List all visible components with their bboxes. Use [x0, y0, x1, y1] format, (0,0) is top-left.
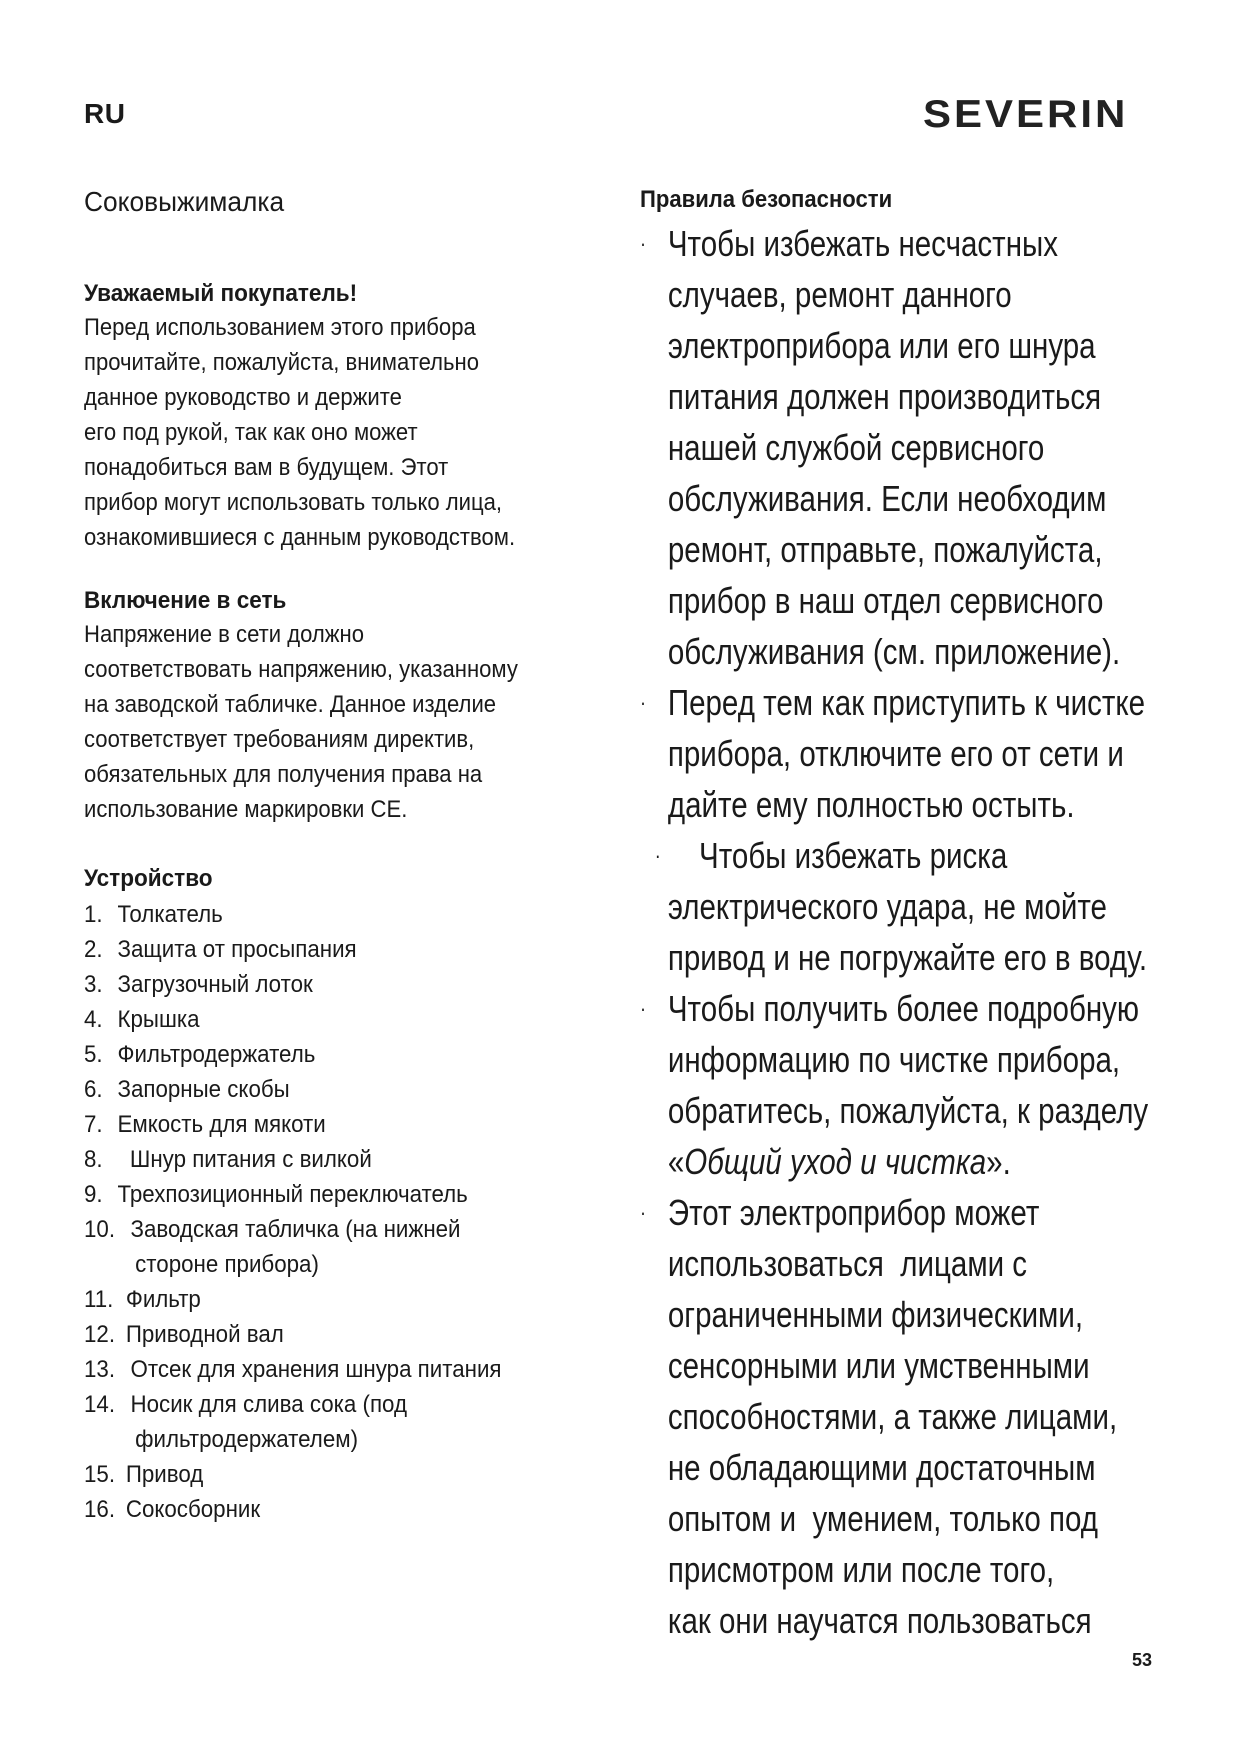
- item-text-continuation: фильтродержателем): [135, 1426, 359, 1453]
- power-line: использование маркировки CE.: [84, 796, 408, 823]
- bullet-line: Чтобы получить более подробную: [667, 988, 1140, 1029]
- bullet-line: Чтобы избежать несчастных: [667, 223, 1058, 264]
- quote-open: «: [667, 1141, 685, 1182]
- brand-logo: SEVERIN: [923, 91, 1129, 136]
- list-item: [84, 1212, 614, 1247]
- item-number: 2.: [84, 936, 103, 963]
- safety-bullet: [640, 830, 1066, 881]
- item-text: Сокосборник: [125, 1496, 261, 1523]
- bullet-line: Перед тем как приступить к чистке: [667, 682, 1146, 723]
- item-text: Крышка: [117, 1006, 200, 1033]
- bullet-line: прибора, отключите его от сети и: [667, 733, 1124, 774]
- list-item: [84, 1492, 614, 1527]
- item-text: Заводская табличка (на нижней: [130, 1216, 461, 1243]
- power-line: на заводской табличке. Данное изделие: [84, 691, 497, 718]
- list-item: [84, 1107, 614, 1142]
- list-item: [84, 1142, 614, 1177]
- right-column: [640, 186, 1160, 1646]
- bullet-line: ограниченными физическими,: [667, 1294, 1084, 1335]
- intro-paragraph: [84, 310, 608, 555]
- item-number: 9.: [84, 1181, 103, 1208]
- bullet-icon: ·: [640, 996, 647, 1021]
- list-item: [84, 1352, 614, 1387]
- item-number: 14.: [84, 1391, 116, 1418]
- bullet-icon: ·: [640, 690, 647, 715]
- item-number: 12.: [84, 1321, 116, 1348]
- bullet-line: обслуживания. Если необходим: [667, 478, 1107, 519]
- page-number: 53: [1132, 1650, 1153, 1670]
- bullet-icon: ·: [640, 1200, 647, 1225]
- bullet-line: Чтобы избежать риска: [682, 835, 1008, 876]
- item-number: 16.: [84, 1496, 116, 1523]
- device-parts-list: [84, 897, 614, 1527]
- bullet-line: электрического удара, не мойте: [667, 886, 1107, 927]
- safety-bullet: [640, 983, 1149, 1187]
- item-number: 10.: [84, 1216, 116, 1243]
- bullet-line: электроприбора или его шнура: [667, 325, 1096, 366]
- item-number: 11.: [84, 1286, 114, 1313]
- bullet-line: не обладающими достаточным: [667, 1447, 1096, 1488]
- bullet-line: способностями, а также лицами,: [667, 1396, 1118, 1437]
- device-heading: Устройство: [84, 865, 213, 892]
- bullet-line: случаев, ремонт данного: [667, 274, 1012, 315]
- list-item: [84, 1317, 614, 1352]
- item-text: Носик для слива сока (под: [130, 1391, 408, 1418]
- document-title: Соковыжималка: [84, 186, 285, 217]
- left-column: [84, 186, 604, 1527]
- item-text: Привод: [125, 1461, 204, 1488]
- list-item: [84, 1072, 614, 1107]
- list-item: [84, 1037, 614, 1072]
- intro-heading: Уважаемый покупатель!: [84, 280, 358, 307]
- bullet-line-reference: [668, 1136, 1148, 1187]
- list-item: [84, 1457, 614, 1492]
- item-number: 4.: [84, 1006, 103, 1033]
- item-text: Приводной вал: [125, 1321, 284, 1348]
- item-text: Отсек для хранения шнура питания: [130, 1356, 502, 1383]
- item-text: Фильтр: [125, 1286, 201, 1313]
- bullet-line: питания должен производиться: [667, 376, 1102, 417]
- intro-line: прочитайте, пожалуйста, внимательно: [84, 349, 480, 376]
- item-text: Защита от просыпания: [117, 936, 357, 963]
- bullet-line: обратитесь, пожалуйста, к разделу: [667, 1090, 1149, 1131]
- item-text: Трехпозиционный переключатель: [117, 1181, 468, 1208]
- bullet-icon: ·: [654, 843, 661, 868]
- list-item: [84, 1282, 614, 1317]
- list-item: [84, 1177, 614, 1212]
- bullet-icon: ·: [640, 231, 647, 256]
- bullet-line: опытом и умением, только под: [667, 1498, 1098, 1539]
- list-item: [84, 1387, 614, 1422]
- intro-line: ознакомившиеся с данным руководством.: [84, 524, 516, 551]
- item-text: Запорные скобы: [117, 1076, 290, 1103]
- power-line: Напряжение в сети должно: [84, 621, 365, 648]
- list-item: [84, 932, 614, 967]
- item-number: 1.: [84, 901, 103, 928]
- item-text: Емкость для мякоти: [117, 1111, 326, 1138]
- item-text-continuation: стороне прибора): [135, 1251, 319, 1278]
- bullet-line: дайте ему полностью остыть.: [667, 784, 1075, 825]
- item-text: Толкатель: [117, 901, 223, 928]
- list-item-continuation: [84, 1422, 614, 1457]
- list-item: [84, 897, 614, 932]
- power-line: соответствует требованиям директив,: [84, 726, 475, 753]
- bullet-line: присмотром или после того,: [667, 1549, 1055, 1590]
- item-text: Фильтродержатель: [117, 1041, 316, 1068]
- power-paragraph: [84, 617, 608, 827]
- language-code: RU: [84, 98, 126, 129]
- intro-line: понадобиться вам в будущем. Этот: [84, 454, 449, 481]
- item-number: 8.: [84, 1146, 103, 1173]
- item-number: 3.: [84, 971, 103, 998]
- safety-bullets: [640, 218, 1149, 1646]
- power-line: обязательных для получения права на: [84, 761, 483, 788]
- power-heading: Включение в сеть: [84, 587, 287, 614]
- safety-heading: Правила безопасности: [640, 186, 893, 213]
- item-number: 15.: [84, 1461, 116, 1488]
- safety-bullet: [640, 218, 1121, 677]
- bullet-line: информацию по чистке прибора,: [667, 1039, 1121, 1080]
- safety-bullet: [640, 1187, 1118, 1646]
- item-number: 6.: [84, 1076, 103, 1103]
- item-number: 5.: [84, 1041, 103, 1068]
- quote-close: ».: [986, 1141, 1011, 1182]
- item-text: Загрузочный лоток: [117, 971, 313, 998]
- item-number: 7.: [84, 1111, 103, 1138]
- list-item-continuation: [84, 1247, 614, 1282]
- list-item: [84, 967, 614, 1002]
- bullet-line: сенсорными или умственными: [667, 1345, 1090, 1386]
- intro-line: данное руководство и держите: [84, 384, 402, 411]
- intro-line: прибор могут использовать только лица,: [84, 489, 503, 516]
- bullet-line: прибор в наш отдел сервисного: [667, 580, 1104, 621]
- intro-line: его под рукой, так как оно может: [84, 419, 418, 446]
- list-item: [84, 1002, 614, 1037]
- bullet-line: Этот электроприбор может: [667, 1192, 1040, 1233]
- bullet-line: использоваться лицами с: [667, 1243, 1028, 1284]
- intro-line: Перед использованием этого прибора: [84, 314, 476, 341]
- item-number: 13.: [84, 1356, 116, 1383]
- bullet-line: как они научатся пользоваться: [667, 1600, 1092, 1641]
- section-reference: Общий уход и чистка: [684, 1141, 987, 1182]
- bullet-line: привод и не погружайте его в воду.: [667, 937, 1148, 978]
- bullet-line: обслуживания (см. приложение).: [667, 631, 1121, 672]
- bullet-line: ремонт, отправьте, пожалуйста,: [667, 529, 1103, 570]
- power-line: соответствовать напряжению, указанному: [84, 656, 518, 683]
- bullet-continuation: [640, 881, 1148, 983]
- safety-bullet: [640, 677, 1146, 830]
- item-text: Шнур питания с вилкой: [117, 1146, 372, 1173]
- bullet-line: нашей службой сервисного: [667, 427, 1045, 468]
